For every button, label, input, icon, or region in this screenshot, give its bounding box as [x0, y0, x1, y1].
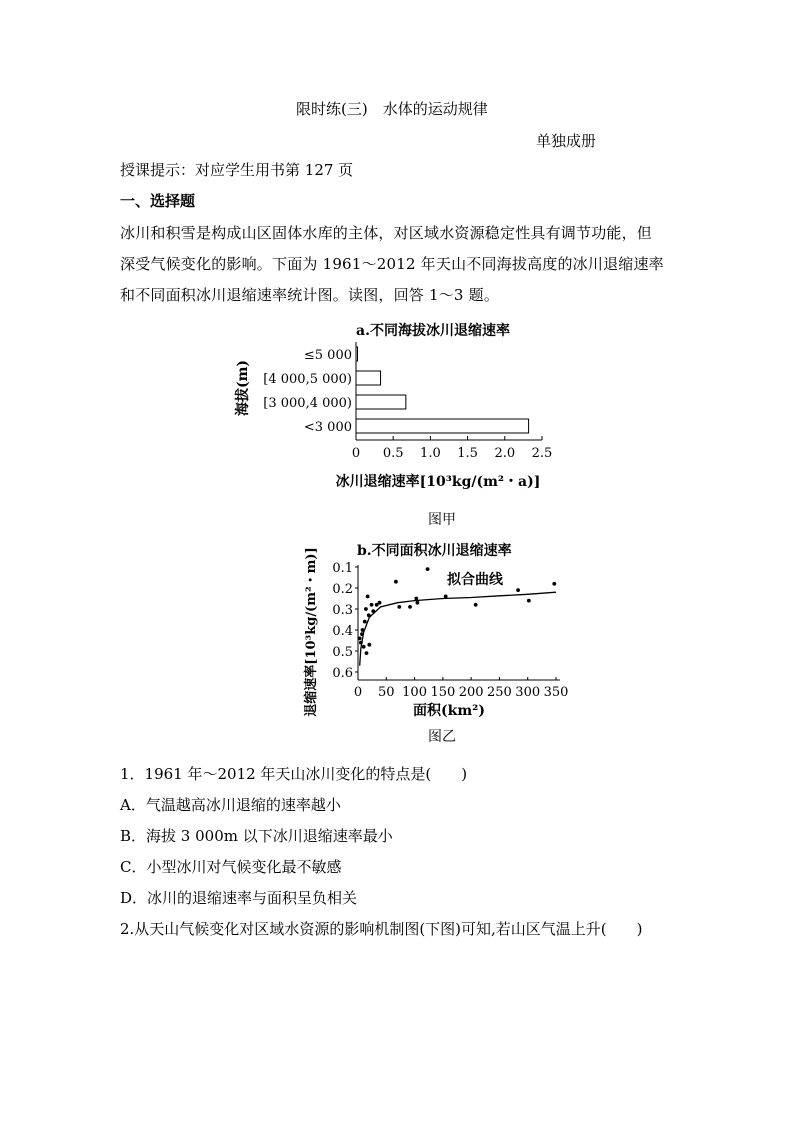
- x-tick-label: 0: [353, 685, 363, 700]
- x-tick-label: 350: [543, 685, 569, 700]
- y-tick-label: 0.6: [332, 666, 353, 681]
- data-point: [378, 601, 382, 605]
- y-axis-label: 退缩速率[10³kg/(m²・m)]: [304, 547, 319, 717]
- passage-line: 冰川和积雪是构成山区固体水库的主体，对区域水资源稳定性具有调节功能，但: [120, 224, 653, 242]
- category-label: ≤5 000: [303, 348, 352, 363]
- data-point: [397, 605, 401, 609]
- data-point: [362, 645, 366, 649]
- x-tick-label: 200: [458, 685, 484, 700]
- y-tick-label: 0.3: [332, 603, 353, 618]
- data-point: [364, 607, 368, 611]
- fit-curve: [360, 592, 556, 666]
- y-tick-label: 0.5: [332, 645, 353, 660]
- data-point: [527, 599, 531, 603]
- data-point: [360, 632, 364, 636]
- category-label: [3 000,4 000): [263, 396, 352, 411]
- y-tick-label: 0.4: [332, 624, 353, 639]
- x-tick-label: 100: [402, 685, 427, 700]
- bar: [356, 395, 406, 409]
- bar: [356, 371, 381, 385]
- data-point: [371, 609, 375, 613]
- data-point: [408, 605, 412, 609]
- passage-line: 深受气候变化的影响。下面为 1961～2012 年天山不同海拔高度的冰川退缩速率: [120, 255, 664, 273]
- data-point: [361, 628, 365, 632]
- data-point: [414, 597, 418, 601]
- x-tick-label: 150: [430, 685, 456, 700]
- y-tick-label: 0.1: [332, 561, 353, 576]
- category-label: [4 000,5 000): [263, 372, 352, 387]
- data-point: [366, 595, 370, 599]
- data-point: [365, 651, 369, 655]
- section-heading: 一、选择题: [120, 192, 196, 210]
- passage-line: 和不同面积冰川退缩速率统计图。读图，回答 1～3 题。: [120, 286, 500, 304]
- data-point: [394, 580, 398, 584]
- data-point: [416, 601, 420, 605]
- x-tick-label: 2.0: [494, 446, 516, 461]
- x-tick-label: 2.5: [531, 446, 553, 461]
- question-stem: 1．1961 年～2012 年天山冰川变化的特点是( ): [120, 765, 468, 783]
- figure-a-chart: [230, 318, 570, 493]
- answer-option[interactable]: D．冰川的退缩速率与面积呈负相关: [120, 889, 358, 907]
- data-point: [367, 613, 371, 617]
- question-stem: 2.从天山气候变化对区域水资源的影响机制图(下图)可知,若山区气温上升( ): [120, 920, 643, 938]
- x-tick-label: 300: [515, 685, 541, 700]
- x-axis-label: 面积(km²): [413, 703, 485, 719]
- bar: [356, 347, 358, 361]
- x-tick-label: 1.5: [457, 446, 478, 461]
- figure-a-caption: 图甲: [428, 512, 456, 528]
- data-point: [363, 620, 367, 624]
- data-point: [444, 595, 448, 599]
- bar: [356, 419, 529, 433]
- x-axis-label: 冰川退缩速率[10³kg/(m²・a)]: [335, 474, 541, 490]
- teaching-hint: 授课提示：对应学生用书第 127 页: [120, 161, 354, 179]
- x-tick-label: 1.0: [420, 446, 441, 461]
- y-tick-label: 0.2: [332, 582, 353, 597]
- category-label: <3 000: [303, 420, 352, 435]
- data-point: [552, 582, 556, 586]
- data-point: [359, 641, 363, 645]
- x-tick-label: 250: [487, 685, 512, 700]
- data-point: [367, 643, 371, 647]
- page-title: 限时练(三) 水体的运动规律: [296, 100, 488, 118]
- data-point: [370, 603, 374, 607]
- x-tick-label: 50: [378, 685, 395, 700]
- y-axis-label: 海拔(m): [235, 359, 251, 417]
- data-point: [474, 603, 478, 607]
- data-point: [426, 567, 430, 571]
- data-point: [358, 637, 362, 641]
- figure-b-chart: [295, 537, 585, 722]
- x-tick-label: 0.5: [382, 446, 404, 461]
- answer-option[interactable]: A．气温越高冰川退缩的速率越小: [120, 796, 341, 814]
- page-subtitle: 单独成册: [536, 132, 597, 150]
- data-point: [516, 588, 520, 592]
- fit-curve-annotation: 拟合曲线: [447, 572, 503, 588]
- chart-title: b.不同面积冰川退缩速率: [357, 543, 512, 559]
- chart-title: a.不同海拔冰川退缩速率: [356, 323, 510, 339]
- answer-option[interactable]: C．小型冰川对气候变化最不敏感: [120, 858, 342, 876]
- answer-option[interactable]: B．海拔 3 000m 以下冰川退缩速率最小: [120, 827, 393, 845]
- figure-b-caption: 图乙: [428, 729, 456, 745]
- x-tick-label: 0: [351, 446, 361, 461]
